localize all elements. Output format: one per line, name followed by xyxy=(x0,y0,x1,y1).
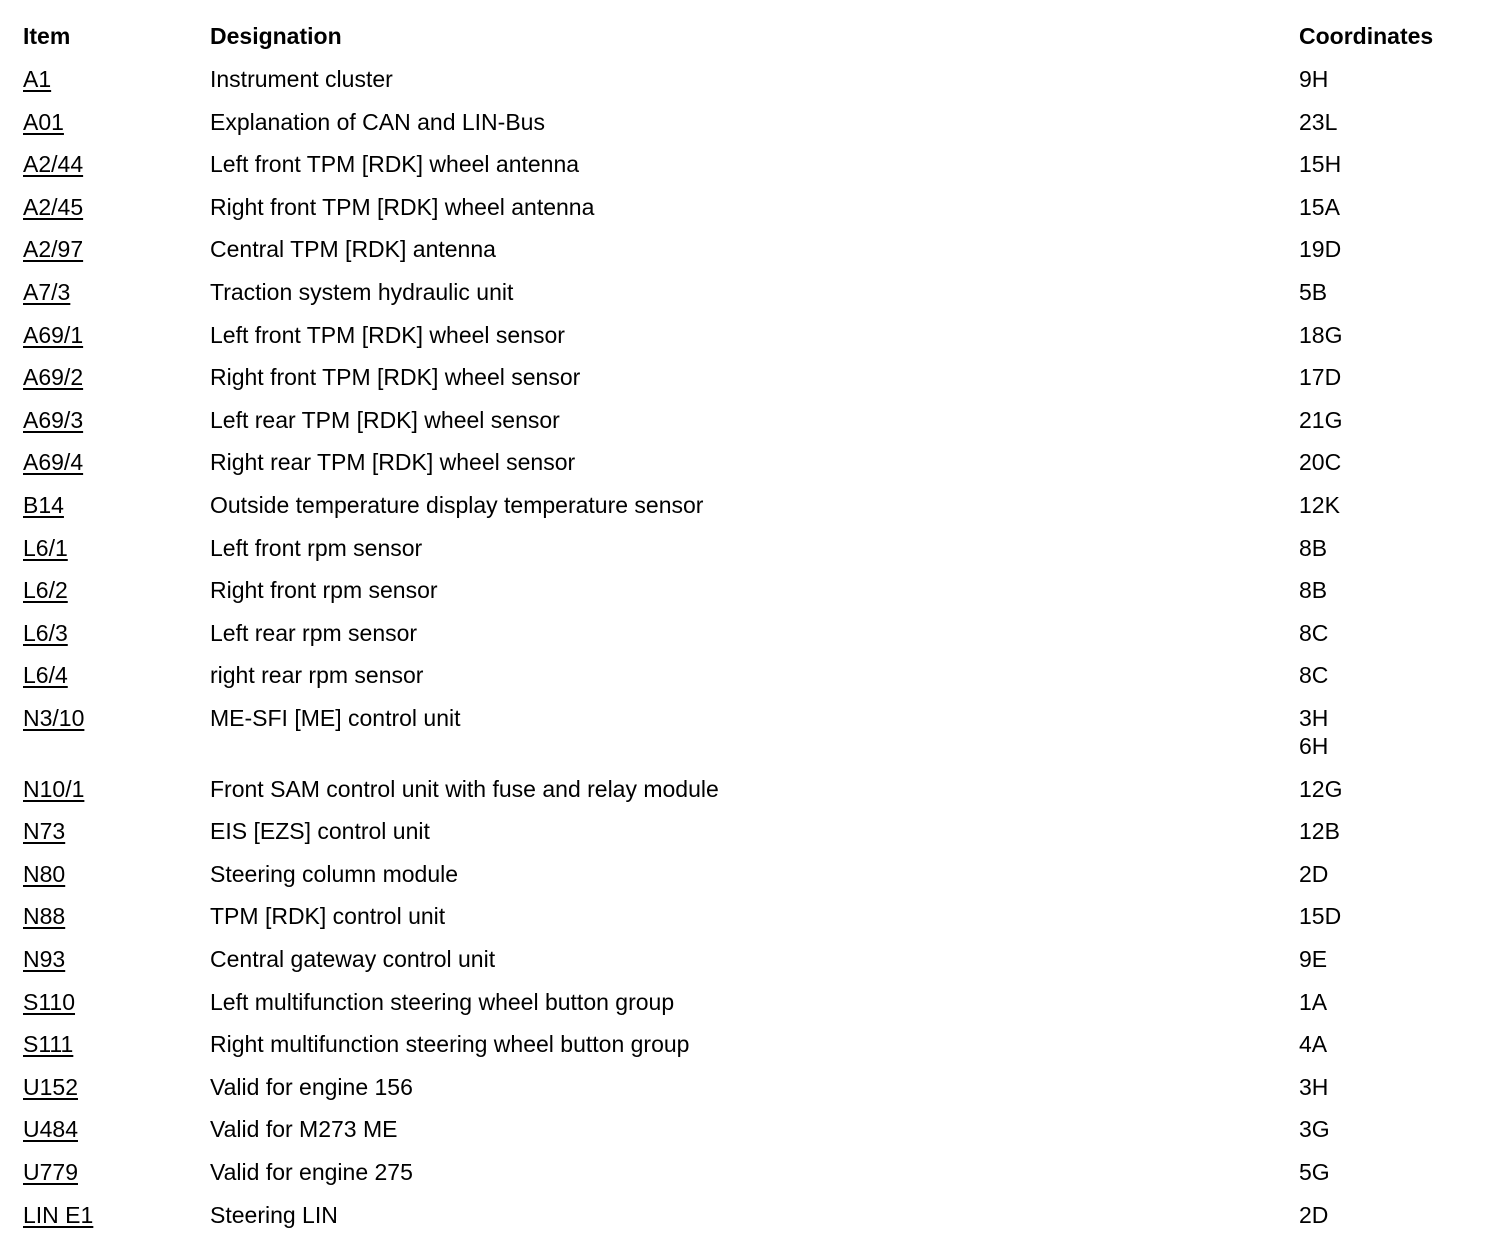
item-link[interactable]: N88 xyxy=(23,903,66,930)
item-link[interactable]: L6/2 xyxy=(23,577,68,604)
coordinate-value: 12B xyxy=(1299,818,1340,845)
item-link[interactable]: A69/3 xyxy=(23,406,84,433)
coordinates-cell xyxy=(1299,902,1341,930)
coordinate-value: 8C xyxy=(1299,619,1329,646)
coordinates-cell xyxy=(1299,108,1337,136)
item-cell xyxy=(23,278,70,306)
coordinates-cell xyxy=(1299,193,1340,221)
item-cell xyxy=(23,661,68,689)
designation-cell: Explanation of CAN and LIN-Bus xyxy=(210,108,545,135)
coordinate-value: 15H xyxy=(1299,151,1342,178)
coordinate-value: 8B xyxy=(1299,534,1328,561)
designation-cell: Valid for engine 156 xyxy=(210,1073,413,1100)
designation-cell: EIS [EZS] control unit xyxy=(210,818,430,845)
coordinates-cell xyxy=(1299,321,1342,349)
coordinates-cell xyxy=(1299,1115,1330,1143)
item-link[interactable]: L6/3 xyxy=(23,619,68,646)
item-cell xyxy=(23,363,83,391)
item-cell xyxy=(23,775,84,803)
item-cell xyxy=(23,902,65,930)
coordinate-value: 8C xyxy=(1299,662,1329,689)
item-link[interactable]: N73 xyxy=(23,818,66,845)
designation-cell: Right front TPM [RDK] wheel sensor xyxy=(210,364,581,391)
item-link[interactable]: A2/44 xyxy=(23,151,84,178)
designation-cell: Right front rpm sensor xyxy=(210,577,438,604)
coordinates-cell xyxy=(1299,235,1341,263)
coordinate-value: 12K xyxy=(1299,492,1340,518)
item-link[interactable]: A69/4 xyxy=(23,449,84,476)
item-cell xyxy=(23,406,83,434)
item-cell xyxy=(23,150,83,178)
item-link[interactable]: A69/2 xyxy=(23,364,84,391)
item-cell xyxy=(23,1030,73,1058)
designation-cell: Left rear rpm sensor xyxy=(210,619,418,646)
coordinates-cell xyxy=(1299,1030,1327,1058)
column-header-item: Item xyxy=(23,23,71,49)
coordinates-cell xyxy=(1299,406,1342,434)
coordinates-cell xyxy=(1299,278,1327,306)
designation-cell: Right front TPM [RDK] wheel antenna xyxy=(210,193,595,220)
coordinates-cell xyxy=(1299,860,1328,888)
designation-cell: Front SAM control unit with fuse and relay module xyxy=(210,775,719,802)
item-link[interactable]: B14 xyxy=(23,492,64,518)
designation-cell: Right multifunction steering wheel button group xyxy=(210,1031,690,1058)
designation-cell: TPM [RDK] control unit xyxy=(210,903,446,930)
item-cell xyxy=(23,988,75,1016)
item-cell xyxy=(23,534,68,562)
coordinates-cell xyxy=(1299,65,1328,93)
item-link[interactable]: A69/1 xyxy=(23,321,84,348)
coordinate-value: 9H xyxy=(1299,66,1329,92)
item-cell xyxy=(23,321,83,349)
item-link[interactable]: U152 xyxy=(23,1073,78,1100)
coordinates-cell xyxy=(1299,661,1328,689)
designation-cell: Left front TPM [RDK] wheel antenna xyxy=(210,151,580,178)
coordinate-value: 5G xyxy=(1299,1159,1330,1185)
item-link[interactable]: LIN E1 xyxy=(23,1201,94,1228)
designation-cell: Outside temperature display temperature sensor xyxy=(210,492,704,518)
coordinate-value: 19D xyxy=(1299,236,1342,263)
designation-cell: Valid for M273 ME xyxy=(210,1116,398,1143)
designation-cell: ME-SFI [ME] control unit xyxy=(210,705,461,731)
coordinate-value: 1A xyxy=(1299,988,1328,1015)
coordinates-cell xyxy=(1299,448,1341,476)
coordinate-value: 21G xyxy=(1299,406,1343,433)
item-link[interactable]: A7/3 xyxy=(23,279,71,305)
designation-cell: Central gateway control unit xyxy=(210,946,496,972)
coordinates-cell xyxy=(1299,534,1327,562)
coordinates-cell xyxy=(1299,491,1340,519)
item-link[interactable]: U484 xyxy=(23,1116,78,1143)
designation-cell: Valid for engine 275 xyxy=(210,1159,413,1185)
item-cell xyxy=(23,860,65,888)
designation-cell: Steering LIN xyxy=(210,1201,338,1228)
item-link[interactable]: L6/4 xyxy=(23,662,68,689)
item-link[interactable]: N10/1 xyxy=(23,775,85,802)
item-link[interactable]: S111 xyxy=(23,1031,74,1058)
coordinates-cell xyxy=(1299,576,1327,604)
designation-cell: Left front TPM [RDK] wheel sensor xyxy=(210,321,565,348)
item-link[interactable]: A2/97 xyxy=(23,236,84,263)
coordinates-cell xyxy=(1299,619,1328,647)
coordinates-cell xyxy=(1299,363,1341,391)
coordinates-cell xyxy=(1299,945,1327,973)
designation-cell: Left rear TPM [RDK] wheel sensor xyxy=(210,406,560,433)
item-cell xyxy=(23,704,84,732)
coordinate-value: 4A xyxy=(1299,1031,1328,1058)
item-cell xyxy=(23,945,65,973)
coordinate-value: 9E xyxy=(1299,946,1328,972)
designation-cell: Instrument cluster xyxy=(210,66,393,92)
item-link[interactable]: A2/45 xyxy=(23,193,84,220)
item-link[interactable]: L6/1 xyxy=(23,534,68,561)
coordinate-value: 2D xyxy=(1299,860,1329,887)
coordinates-cell xyxy=(1299,1158,1330,1186)
item-cell xyxy=(23,65,51,93)
coordinate-value: 15A xyxy=(1299,193,1340,220)
coordinate-value: 3H xyxy=(1299,1073,1329,1100)
coordinate-value: 3H xyxy=(1299,705,1329,731)
item-cell xyxy=(23,193,83,221)
coordinates-cell xyxy=(1299,988,1327,1016)
coordinates-cell xyxy=(1299,150,1341,178)
coordinates-cell xyxy=(1299,704,1328,760)
item-cell xyxy=(23,1158,78,1186)
item-cell xyxy=(23,235,83,263)
item-cell xyxy=(23,1073,78,1101)
coordinates-cell xyxy=(1299,1201,1328,1229)
designation-cell: right rear rpm sensor xyxy=(210,662,424,689)
item-cell xyxy=(23,817,65,845)
coordinate-value: 5B xyxy=(1299,279,1328,305)
coordinate-value: 6H xyxy=(1299,733,1329,759)
coordinate-value: 23L xyxy=(1299,108,1338,135)
coordinates-cell xyxy=(1299,775,1342,803)
coordinate-value: 20C xyxy=(1299,449,1342,476)
coordinate-value: 2D xyxy=(1299,1201,1329,1228)
item-cell xyxy=(23,108,64,136)
coordinate-value: 18G xyxy=(1299,321,1343,348)
item-link[interactable]: U779 xyxy=(23,1159,78,1185)
item-link[interactable]: S110 xyxy=(23,988,76,1015)
designation-cell: Right rear TPM [RDK] wheel sensor xyxy=(210,449,576,476)
column-header-coordinates: Coordinates xyxy=(1299,23,1434,49)
item-cell xyxy=(23,576,68,604)
designation-cell: Left front rpm sensor xyxy=(210,534,423,561)
coordinate-value: 15D xyxy=(1299,903,1342,930)
coordinate-value: 12G xyxy=(1299,775,1343,802)
item-link[interactable]: N93 xyxy=(23,946,66,972)
item-link[interactable]: A1 xyxy=(23,66,52,92)
item-cell xyxy=(23,1115,78,1143)
item-link[interactable]: N3/10 xyxy=(23,705,85,731)
item-link[interactable]: N80 xyxy=(23,860,66,887)
coordinates-cell xyxy=(1299,1073,1328,1101)
coordinate-value: 17D xyxy=(1299,364,1342,391)
item-cell xyxy=(23,491,64,519)
designation-cell: Steering column module xyxy=(210,860,459,887)
item-cell xyxy=(23,619,68,647)
designation-cell: Left multifunction steering wheel button group xyxy=(210,988,675,1015)
item-cell xyxy=(23,448,83,476)
designation-cell: Central TPM [RDK] antenna xyxy=(210,236,496,263)
coordinate-value: 8B xyxy=(1299,577,1328,604)
coordinates-cell xyxy=(1299,817,1340,845)
coordinate-value: 3G xyxy=(1299,1116,1330,1143)
item-cell xyxy=(23,1201,93,1229)
designation-cell: Traction system hydraulic unit xyxy=(210,279,514,305)
column-header-designation: Designation xyxy=(210,23,342,49)
item-link[interactable]: A01 xyxy=(23,108,64,135)
